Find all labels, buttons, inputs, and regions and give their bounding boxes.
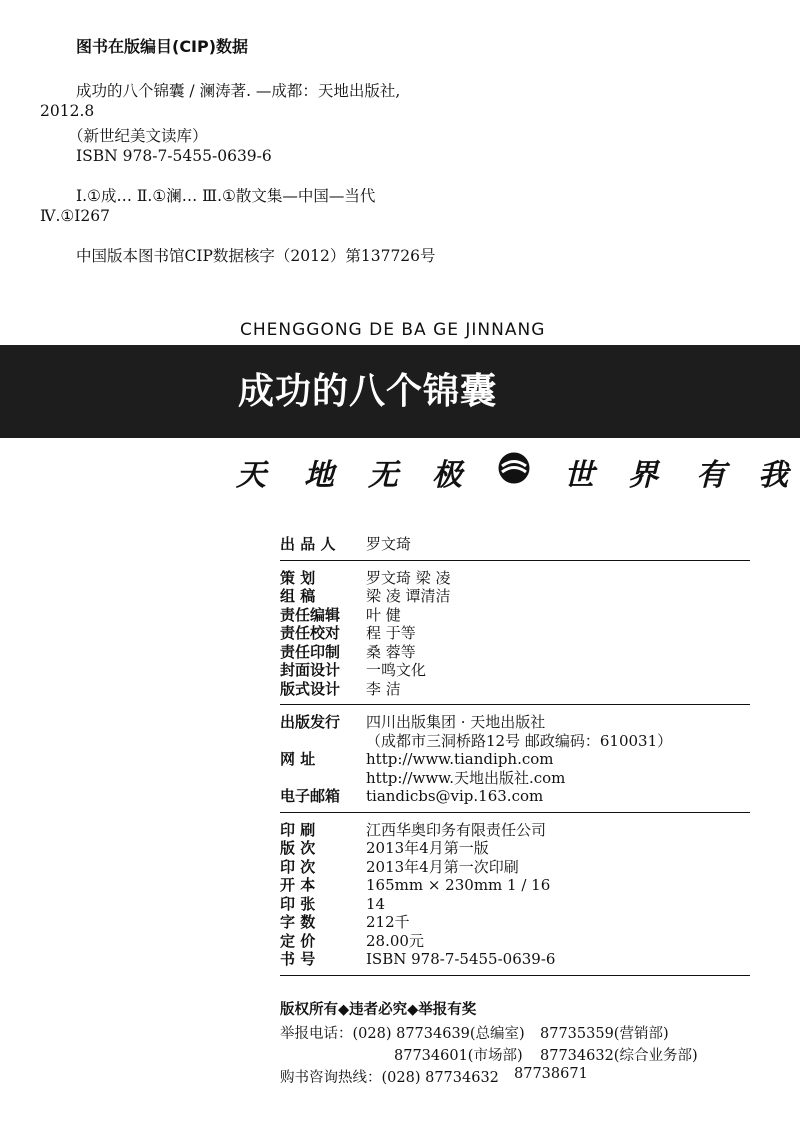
credit-label: 封面设计 xyxy=(280,661,341,679)
credit-value: tiandicbs@vip.163.com xyxy=(366,787,544,805)
credit-label xyxy=(280,732,366,751)
credit-value: 212千 xyxy=(366,913,410,931)
credit-row xyxy=(280,732,750,751)
credit-value: 28.00元 xyxy=(366,931,424,950)
credit-row xyxy=(280,932,750,951)
credit-label: 书 号 xyxy=(280,950,316,968)
credit-label: 开 本 xyxy=(280,876,316,894)
pinyin-title: CHENGGONG DE BA GE JINNANG xyxy=(240,320,546,340)
slogan-char: 地 xyxy=(304,458,334,493)
credit-value: 程 于等 xyxy=(366,624,416,642)
credit-label: 印 次 xyxy=(280,857,316,876)
credit-row xyxy=(280,661,750,680)
credit-value: 李 洁 xyxy=(366,679,401,698)
credit-value: ISBN 978-7-5455-0639-6 xyxy=(366,950,556,968)
credit-row xyxy=(280,569,750,588)
credit-row xyxy=(280,858,750,877)
credit-label: 出 品 人 xyxy=(280,535,336,553)
credit-value: 2013年4月第一次印刷 xyxy=(366,857,519,876)
credit-value: http://www.tiandiph.com xyxy=(366,750,554,768)
credit-row xyxy=(280,839,750,858)
credit-row xyxy=(280,750,750,769)
credit-row xyxy=(280,913,750,932)
credit-value: 14 xyxy=(366,894,386,913)
credit-row xyxy=(280,769,750,788)
credit-value: 罗文琦 梁 凌 xyxy=(366,568,451,587)
credit-value: 桑 蓉等 xyxy=(366,642,416,661)
credit-value: 江西华奥印务有限责任公司 xyxy=(366,820,547,839)
credit-row xyxy=(280,950,750,969)
slogan-char: 极 xyxy=(432,458,462,493)
credit-value: 叶 健 xyxy=(366,605,401,624)
slogan-char: 有 xyxy=(696,458,726,493)
cip-class-line-2: Ⅳ.①I267 xyxy=(40,207,111,225)
hotline-phone: 购书咨询热线：(028) 87734632 xyxy=(280,1070,499,1086)
slogan-char: 世 xyxy=(564,458,594,493)
credit-label: 字 数 xyxy=(280,913,316,931)
credits-block xyxy=(280,535,750,984)
credit-label: 组 稿 xyxy=(280,587,316,605)
credit-row xyxy=(280,624,750,643)
report-phone: 举报电话：(028) 87734639(总编室) xyxy=(280,1026,525,1042)
credit-value: 2013年4月第一版 xyxy=(366,839,489,857)
credit-label: 出版发行 xyxy=(280,713,341,731)
slogan-char: 界 xyxy=(628,458,658,493)
credit-row xyxy=(280,787,750,806)
marketing-phone: 87735359(营销部) xyxy=(540,1026,669,1042)
credit-value: （成都市三洞桥路12号 邮政编码：610031） xyxy=(366,731,673,750)
hotline-phone-2: 87738671 xyxy=(514,1066,588,1082)
slogan-char: 无 xyxy=(368,458,398,493)
credit-label: 责任印制 xyxy=(280,642,341,661)
credit-row xyxy=(280,821,750,840)
cip-number-line: 中国版本图书馆CIP数据核字（2012）第137726号 xyxy=(76,247,436,265)
credit-label: 印 刷 xyxy=(280,820,316,839)
cip-title-line: 成功的八个锦囊 / 澜涛著. —成都：天地出版社, xyxy=(76,82,401,100)
credit-value: 一鸣文化 xyxy=(366,661,427,679)
credit-label: 定 价 xyxy=(280,931,316,950)
credit-value: 四川出版集团 · 天地出版社 xyxy=(366,713,546,731)
slogan-char: 我 xyxy=(758,458,788,493)
credits-group-printing xyxy=(280,821,750,976)
credit-row xyxy=(280,643,750,662)
credits-group-editorial xyxy=(280,569,750,706)
credit-label: 版式设计 xyxy=(280,679,341,698)
credit-value: 165mm × 230mm 1 / 16 xyxy=(366,876,551,894)
credit-label: 印 张 xyxy=(280,894,316,913)
credit-label: 责任编辑 xyxy=(280,605,341,624)
credit-label: 网 址 xyxy=(280,750,316,768)
credit-label: 策 划 xyxy=(280,568,316,587)
credit-row xyxy=(280,587,750,606)
credit-row xyxy=(280,535,750,554)
book-title: 成功的八个锦囊 xyxy=(238,370,498,412)
cip-heading: 图书在版编目(CIP)数据 xyxy=(76,37,249,56)
publisher-logo-icon xyxy=(497,451,531,485)
slogan-char: 天 xyxy=(236,458,266,493)
credit-label: 电子邮箱 xyxy=(280,787,341,805)
credits-group-publisher xyxy=(280,713,750,813)
cip-class-line: Ⅰ.①成… Ⅱ.①澜… Ⅲ.①散文集—中国—当代 xyxy=(76,187,376,205)
cip-date-line: 2012.8 xyxy=(40,102,95,120)
credit-row xyxy=(280,876,750,895)
credit-value: http://www.天地出版社.com xyxy=(366,768,566,787)
credit-row xyxy=(280,895,750,914)
cip-isbn-line: ISBN 978-7-5455-0639-6 xyxy=(76,147,272,165)
credits-group-producer xyxy=(280,535,750,561)
rights-notice: 版权所有◆违者必究◆举报有奖 xyxy=(280,1002,477,1018)
credit-label: 版 次 xyxy=(280,839,316,857)
market-phone: 87734601(市场部) xyxy=(394,1048,523,1064)
credit-label xyxy=(280,769,366,788)
credit-label: 责任校对 xyxy=(280,624,341,642)
credit-value: 罗文琦 xyxy=(366,535,412,553)
business-phone: 87734632(综合业务部) xyxy=(540,1048,698,1064)
credit-row xyxy=(280,713,750,732)
cip-series-line: （新世纪美文读库） xyxy=(68,127,208,145)
credit-row xyxy=(280,680,750,699)
credit-row xyxy=(280,606,750,625)
credit-value: 梁 凌 谭清洁 xyxy=(366,587,451,605)
